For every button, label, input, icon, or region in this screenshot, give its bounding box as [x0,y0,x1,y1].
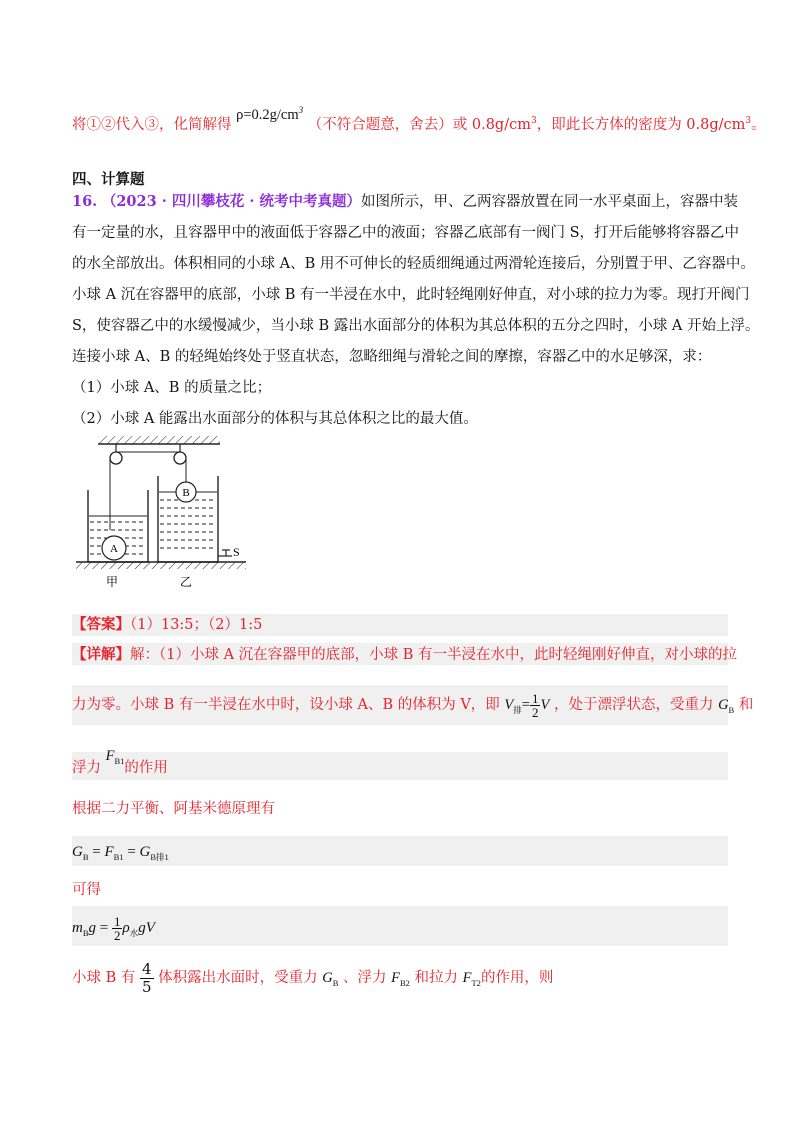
detail-line-1: 【详解】解：（1）小球 A 沉在容器甲的底部，小球 B 有一半浸在水中，此时轻绳刚好伸直，对小球的拉 [72,646,738,663]
problem-line-4: 小球 A 沉在容器甲的底部，小球 B 有一半浸在水中，此时轻绳刚好伸直，对小球的拉力为零。现打开阀门 [72,287,750,303]
detail-line-3: 浮力 $F_{B1}$的作用 [72,748,168,776]
buoyancy-fb1: $F_{B1}$ [105,748,125,766]
detail-bg-4 [72,836,728,866]
gravity-gb: $G_B$ [718,697,735,715]
question-1: （1）小球 A、B 的质量之比； [72,380,272,396]
problem-line-5: S，使容器乙中的水缓慢减少，当小球 B 露出水面部分的体积为其总体积的五分之四时，小球 A 开始上浮。 [72,318,760,334]
equation-mass: $m_Bg$ = $\frac{1}{2}$ $\rho_水gV$ [72,914,155,944]
detail-line-6: 小球 B 有 $\frac{4}{5}$ 体积露出水面时，受重力 $G_B$ 、浮力 $F_{B2}$ 和拉力 $F_{T2}$的作用，则 [72,959,554,996]
problem-line-6: 连接小球 A、B 的轻绳始终处于竖直状态，忽略细绳与滑轮之间的摩擦，容器乙中的水足够深，求： [72,349,712,365]
rho-expression: $\rho=0.2g/cm^3$ [236,105,304,123]
pulley-containers-figure [70,430,250,590]
left-pulley [110,452,122,464]
gravity-gb-2: $G_B$ [322,970,339,988]
equation-equilibrium: $G_B = F_{B1} = G_{B排1}$ [72,844,169,862]
intro-line: 将①②代入③，化简解得 $\rho=0.2g/cm^3$ （不符合题意，舍去）或 $0.8g/cm^3$，即此长方体的密度为 $0.8g/cm^3$。 [72,105,766,133]
section-title: 四、计算题 [72,171,145,188]
valve-s [218,550,232,556]
fraction-four-fifths: $\frac{4}{5}$ [141,959,152,996]
detail-line-2: 力为零。小球 B 有一半浸在水中时，设小球 A、B 的体积为 V，即 $V_排=$ $\frac{1}{2}$ V ，处于漂浮状态，受重力 $G_B$ 和 [72,691,754,721]
buoyancy-fb2: $F_{B2}$ [391,970,410,988]
valve-label: S [233,545,240,559]
ball-b-label: B [182,487,190,499]
detail-bg-5 [72,906,728,946]
problem-number: 16. [72,193,98,210]
question-2: （2）小球 A 能露出水面部分的体积与其总体积之比的最大值。 [72,411,478,427]
label-yi: 乙 [179,575,193,589]
intro-suffix-b: ，即此长方体的密度为 0.8g/cm [536,117,746,133]
answer-text: （1）13:5；（2）1:5 [130,617,263,633]
answer-tag: 【答案】 [72,616,130,633]
detail-tag: 【详解】 [72,646,130,663]
right-pulley [174,452,186,464]
table-surface [76,562,246,569]
problem-line-1: 16. （2023 · 四川攀枝花 · 统考中考真题）如图所示，甲、乙两容器放置在同一水平桌面上，容器中装 [72,193,738,210]
v-pai-equation: $V_排=$ $\frac{1}{2}$ V [504,691,550,721]
detail-line-kede: 可得 [72,882,101,898]
problem-source: （2023 · 四川攀枝花 · 统考中考真题） [101,193,361,210]
label-jia: 甲 [105,575,119,589]
detail-bg-3 [72,752,728,780]
tension-ft2: $F_{T2}$ [462,970,481,988]
problem-line-2: 有一定量的水，且容器甲中的液面低于容器乙中的液面；容器乙底部有一阀门 S，打开后能够将容器乙中 [72,225,740,241]
detail-line-4: 根据二力平衡、阿基米德原理有 [72,801,275,817]
intro-prefix: 将①②代入③，化简解得 [72,117,232,133]
intro-suffix-a: （不符合题意，舍去）或 0.8g/cm [307,117,531,133]
ball-a-label: A [110,543,118,555]
answer-line [72,615,262,635]
ceiling [98,436,220,444]
problem-line-3: 的水全部放出。体积相同的小球 A、B 用不可伸长的轻质细绳通过两滑轮连接后，分别置于甲、乙容器中。 [72,256,755,272]
